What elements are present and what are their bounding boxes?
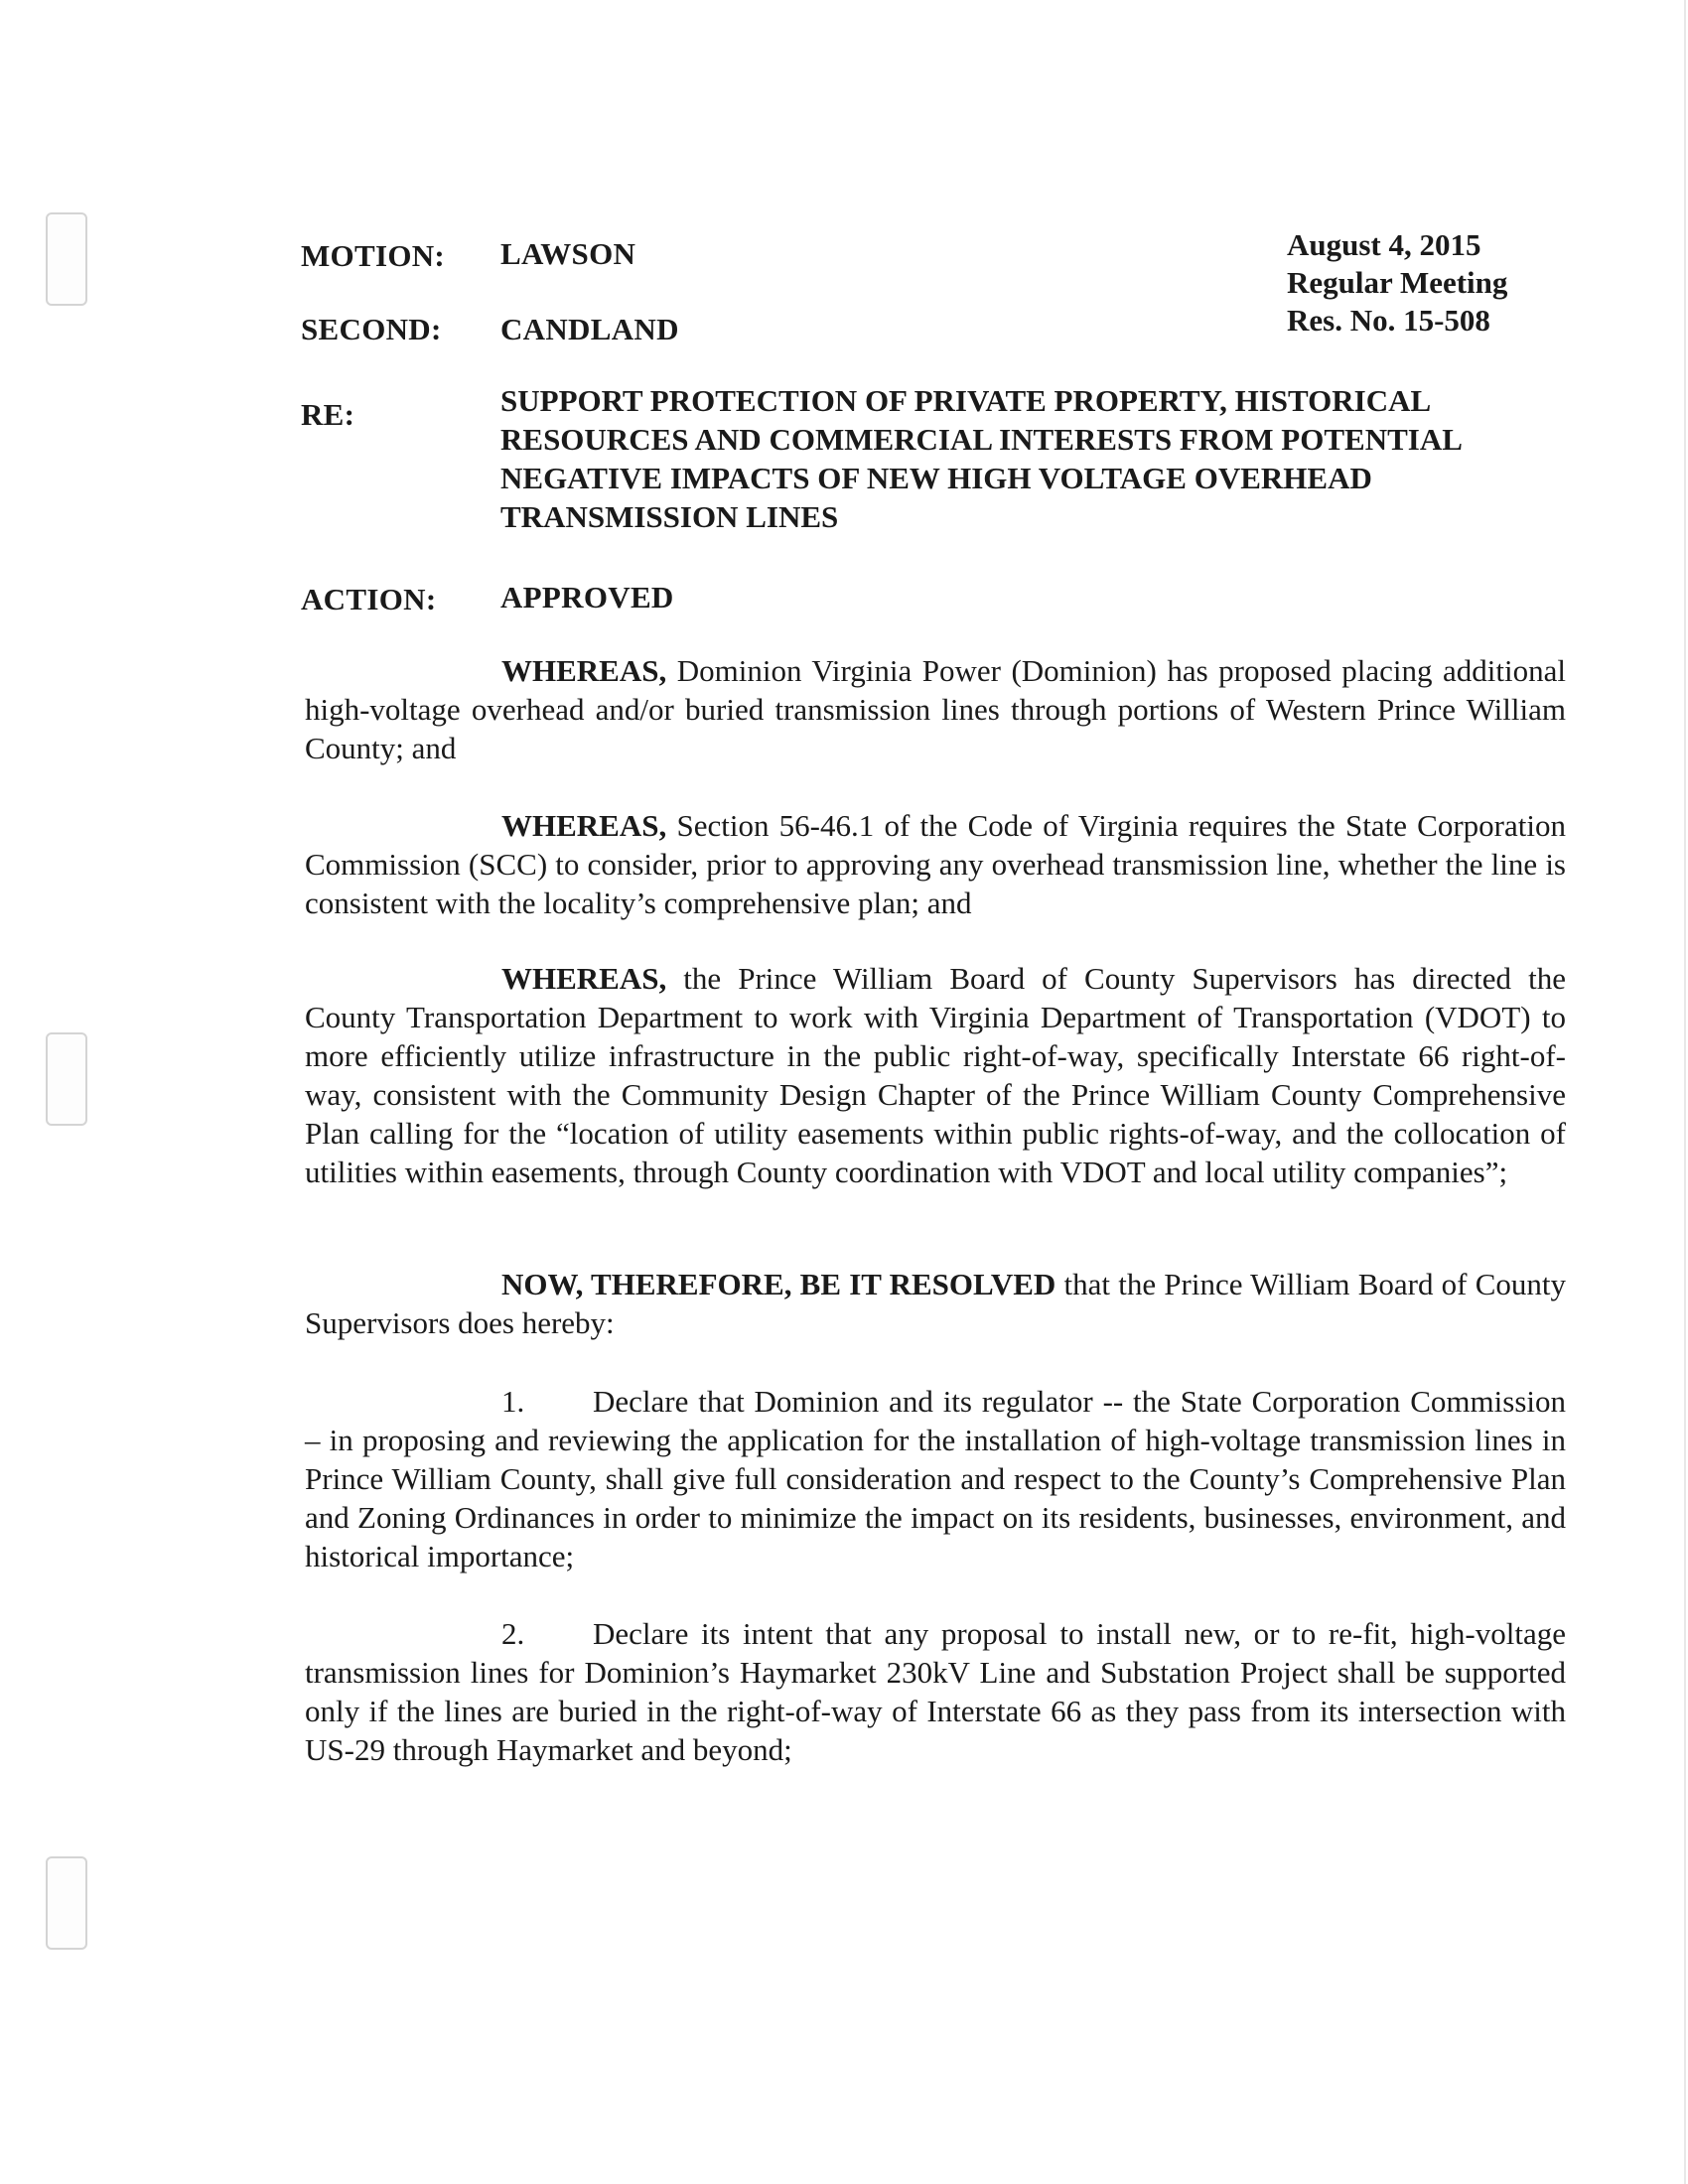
whereas-paragraph-2 <box>305 806 1566 922</box>
resolution-number: Res. No. 15-508 <box>1287 303 1490 338</box>
motion-value: LAWSON <box>500 236 636 271</box>
re-title <box>500 381 1553 536</box>
resolved-lead: NOW, THEREFORE, BE IT RESOLVED <box>501 1267 1056 1301</box>
whereas-lead: WHEREAS, <box>501 808 667 843</box>
second-value: CANDLAND <box>500 312 679 346</box>
item-number: 1. <box>501 1384 525 1419</box>
re-label: RE: <box>301 397 355 432</box>
action-label: ACTION: <box>301 582 437 616</box>
meeting-info <box>1287 226 1507 340</box>
whereas-paragraph-3 <box>305 959 1566 1191</box>
item-number: 2. <box>501 1616 525 1651</box>
motion-label: MOTION: <box>301 238 446 273</box>
meeting-type: Regular Meeting <box>1287 265 1508 300</box>
action-value: APPROVED <box>500 580 674 614</box>
whereas-lead: WHEREAS, <box>501 961 667 996</box>
page-edge <box>1684 0 1686 2184</box>
re-title-line: NEGATIVE IMPACTS OF NEW HIGH VOLTAGE OVERHEAD <box>500 461 1372 495</box>
re-title-line: RESOURCES AND COMMERCIAL INTERESTS FROM POTENTIAL <box>500 422 1463 457</box>
second-label: SECOND: <box>301 312 442 346</box>
item-text: Declare its intent that any proposal to install new, or to re-fit, high-voltage transmission lines for Dominion’s Haymarket 230kV Line and Substation Project shall be supported only if the lines are buried in the right-of-way of Interstate 66 as they pass from its intersection with US-29 through Haymarket and beyond; <box>305 1616 1566 1767</box>
item-text: Declare that Dominion and its regulator -- the State Corporation Commission – in proposing and reviewing the application for the installation of high-voltage transmission lines in Prince William County, shall give full consideration and respect to the County’s Comprehensive Plan and Zoning Ordinances in order to minimize the impact on its residents, businesses, environment, and historical importance; <box>305 1384 1566 1573</box>
resolution-item-1 <box>305 1382 1566 1575</box>
whereas-lead: WHEREAS, <box>501 653 667 688</box>
whereas-text: Section 56-46.1 of the Code of Virginia requires the State Corporation Commission (SCC) to consider, prior to approving any overhead transmission line, whether the line is consistent with the locality’s comprehensive plan; and <box>305 808 1566 920</box>
re-title-line: SUPPORT PROTECTION OF PRIVATE PROPERTY, HISTORICAL <box>500 383 1432 418</box>
whereas-paragraph-1 <box>305 651 1566 767</box>
resolution-item-2 <box>305 1614 1566 1769</box>
resolved-paragraph <box>305 1265 1566 1342</box>
meeting-date: August 4, 2015 <box>1287 227 1481 262</box>
binder-punch-hole-bottom <box>46 1856 87 1950</box>
whereas-text: the Prince William Board of County Supervisors has directed the County Transportation Department to work with Virginia Department of Transportation (VDOT) to more efficiently utilize infrastructure in the public right-of-way, specifically Interstate 66 right-of-way, consistent with the Community Design Chapter of the Prince William County Comprehensive Plan calling for the “location of utility easements within public rights-of-way, and the collocation of utilities within easements, through County coordination with VDOT and local utility companies”; <box>305 961 1566 1189</box>
binder-punch-hole-top <box>46 212 87 306</box>
re-title-line: TRANSMISSION LINES <box>500 499 839 534</box>
resolved-text: that the Prince William Board of County Supervisors does hereby: <box>305 1267 1566 1340</box>
binder-punch-hole-middle <box>46 1032 87 1126</box>
whereas-text: Dominion Virginia Power (Dominion) has proposed placing additional high-voltage overhead and/or buried transmission lines through portions of Western Prince William County; and <box>305 653 1566 765</box>
